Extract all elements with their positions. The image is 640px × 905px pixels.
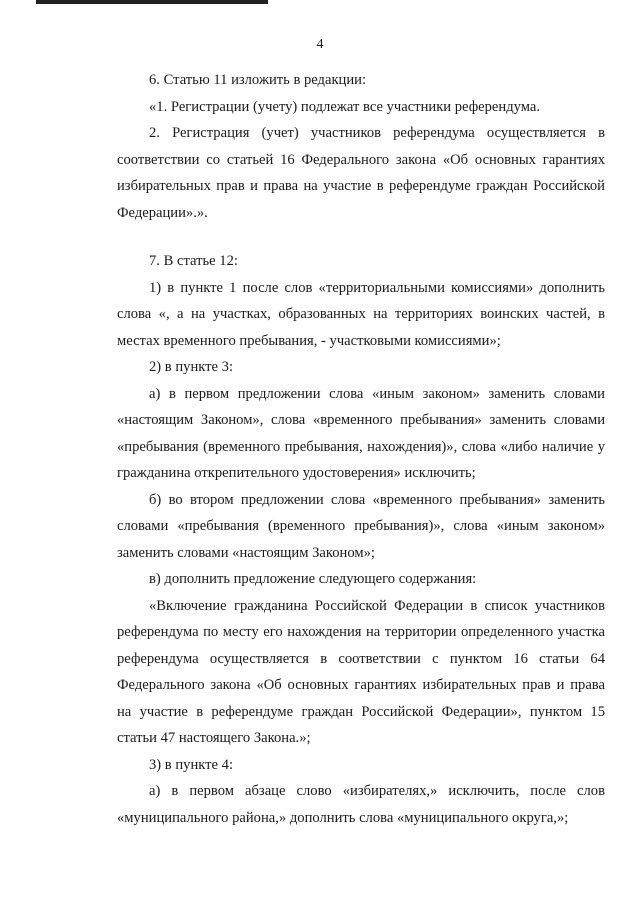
paragraph-article-11-point-2: 2. Регистрация (учет) участников референдума осуществляется в соответствии со статьей 16 Федерального закона «Об основных гарантиях избирательных прав и права на участие в референдуме граждан Российской Федерации».».	[117, 125, 605, 221]
paragraph-article-12-heading: 7. В статье 12:	[149, 253, 238, 269]
paragraph-gap	[117, 226, 605, 248]
paragraph-item-3: 3) в пункте 4:	[149, 756, 234, 773]
document-body	[117, 67, 605, 831]
paragraph-item-2v: в) дополнить предложение следующего содержания:	[149, 571, 477, 587]
paragraph-inserted-sentence: «Включение гражданина Российской Федерации в список участников референдума по месту его нахождения на территории определенного участка референдума осуществляется в соответствии с пунктом 16 статьи 64 Федерального закона «Об основных гарантиях избирательных прав и права на участие в референдуме граждан Российской Федерации», пунктом 15 статьи 47 настоящего Закона.»;	[117, 597, 605, 746]
paragraph-item-3a: а) в первом абзаце слово «избирателях,» исключить, после слов «муниципального района,» дополнить слова «муниципального округа,»;	[117, 783, 605, 826]
paragraph-item-2a: а) в первом предложении слова «иным законом» заменить словами «настоящим Законом», слова «временного пребывания» заменить словами «пребывания (временного пребывания, нахождения)», слова «либо наличие у гражданина открепительного удостоверения» исключить;	[117, 385, 605, 481]
paragraph-item-1: 1) в пункте 1 после слов «территориальными комиссиями» дополнить слова «, а на участках, образованных на территориях воинских частей, в местах временного пребывания, - участковыми комиссиями»;	[117, 279, 605, 349]
page-number: 4	[316, 37, 324, 52]
top-edge-rule	[36, 0, 268, 4]
paragraph-article-11-heading: 6. Статью 11 изложить в редакции:	[149, 72, 367, 88]
paragraph-item-2b: б) во втором предложении слова «временного пребывания» заменить словами «пребывания (временного пребывания)», слова «иным законом» заменить словами «настоящим Законом»;	[117, 491, 605, 561]
paragraph-item-2: 2) в пункте 3:	[149, 359, 234, 375]
paragraph-article-11-point-1: «1. Регистрации (учету) подлежат все участники референдума.	[149, 98, 541, 115]
